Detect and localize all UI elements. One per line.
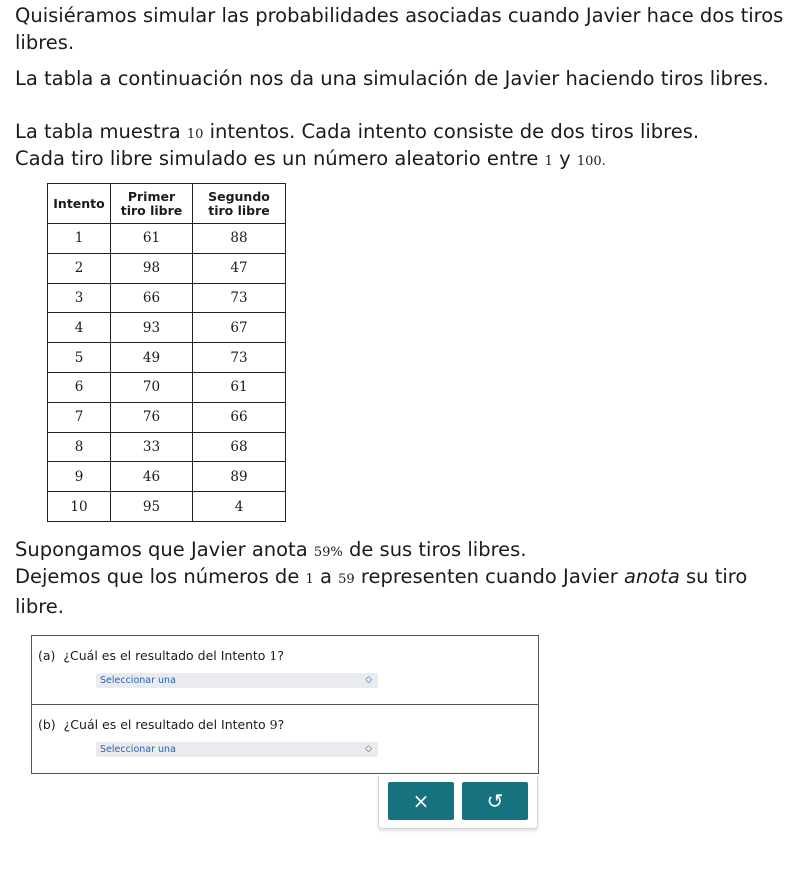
- cell-segundo-tiro: 88: [193, 224, 286, 254]
- question-b-box: [31, 704, 539, 774]
- select-arrows-icon: ◇: [365, 744, 372, 754]
- question-a-text: (a) ¿Cuál es el resultado del Intento 1?: [38, 648, 284, 663]
- assumption-paragraph-2: Dejemos que los números de 1 a 59 representen cuando Javier anota su tiro libre.: [15, 565, 748, 618]
- cell-primer-tiro: 61: [111, 224, 193, 254]
- cell-segundo-tiro: 67: [193, 313, 286, 343]
- cell-segundo-tiro: 73: [193, 343, 286, 373]
- question-a-select[interactable]: Seleccionar una ◇: [96, 673, 378, 688]
- table-row: [48, 224, 286, 254]
- table-row: [48, 343, 286, 373]
- undo-button[interactable]: [462, 782, 528, 820]
- cell-primer-tiro: 98: [111, 253, 193, 283]
- cell-intento: 1: [48, 224, 111, 254]
- undo-icon: ↺: [486, 789, 504, 813]
- table-row: [48, 313, 286, 343]
- cell-intento: 6: [48, 372, 111, 402]
- cell-primer-tiro: 70: [111, 372, 193, 402]
- intro-paragraph-1: Quisiéramos simular las probabilidades asociadas cuando Javier hace dos tiros libres.: [15, 4, 784, 54]
- cell-intento: 10: [48, 492, 111, 522]
- cell-segundo-tiro: 68: [193, 432, 286, 462]
- table-row: [48, 372, 286, 402]
- intro-paragraph-4: Cada tiro libre simulado es un número aleatorio entre 1 y 100.: [15, 147, 606, 170]
- cell-primer-tiro: 33: [111, 432, 193, 462]
- cell-intento: 2: [48, 253, 111, 283]
- close-icon: ×: [412, 789, 430, 813]
- select-arrows-icon: ◇: [365, 675, 372, 685]
- cell-intento: 8: [48, 432, 111, 462]
- header-intento: Intento: [48, 184, 111, 224]
- cell-primer-tiro: 66: [111, 283, 193, 313]
- cell-primer-tiro: 46: [111, 462, 193, 492]
- cell-intento: 4: [48, 313, 111, 343]
- assumption-paragraph-1: Supongamos que Javier anota 59% de sus tiros libres.: [15, 538, 527, 561]
- cell-primer-tiro: 95: [111, 492, 193, 522]
- cell-intento: 7: [48, 402, 111, 432]
- cell-intento: 9: [48, 462, 111, 492]
- table-body: [48, 224, 286, 522]
- cell-primer-tiro: 93: [111, 313, 193, 343]
- cell-segundo-tiro: 61: [193, 372, 286, 402]
- cell-intento: 3: [48, 283, 111, 313]
- action-bar: [378, 776, 538, 829]
- question-b-select[interactable]: Seleccionar una ◇: [96, 742, 378, 757]
- cell-segundo-tiro: 66: [193, 402, 286, 432]
- intro-paragraph-2: La tabla a continuación nos da una simulación de Javier haciendo tiros libres.: [15, 67, 769, 90]
- cell-primer-tiro: 49: [111, 343, 193, 373]
- table-row: [48, 253, 286, 283]
- header-segundo-tiro: Segundo tiro libre: [193, 184, 286, 224]
- question-b-text: (b) ¿Cuál es el resultado del Intento 9?: [38, 717, 285, 732]
- table-row: [48, 283, 286, 313]
- table-row: [48, 492, 286, 522]
- cell-segundo-tiro: 89: [193, 462, 286, 492]
- question-a-box: [31, 635, 539, 705]
- clear-button[interactable]: [388, 782, 454, 820]
- cell-primer-tiro: 76: [111, 402, 193, 432]
- header-primer-tiro: Primer tiro libre: [111, 184, 193, 224]
- table-header-row: [48, 184, 286, 224]
- cell-segundo-tiro: 4: [193, 492, 286, 522]
- table-row: [48, 462, 286, 492]
- cell-segundo-tiro: 73: [193, 283, 286, 313]
- simulation-table: [47, 183, 286, 522]
- table-row: [48, 432, 286, 462]
- cell-intento: 5: [48, 343, 111, 373]
- cell-segundo-tiro: 47: [193, 253, 286, 283]
- table-row: [48, 402, 286, 432]
- intro-paragraph-3: La tabla muestra 10 intentos. Cada intento consiste de dos tiros libres.: [15, 120, 700, 143]
